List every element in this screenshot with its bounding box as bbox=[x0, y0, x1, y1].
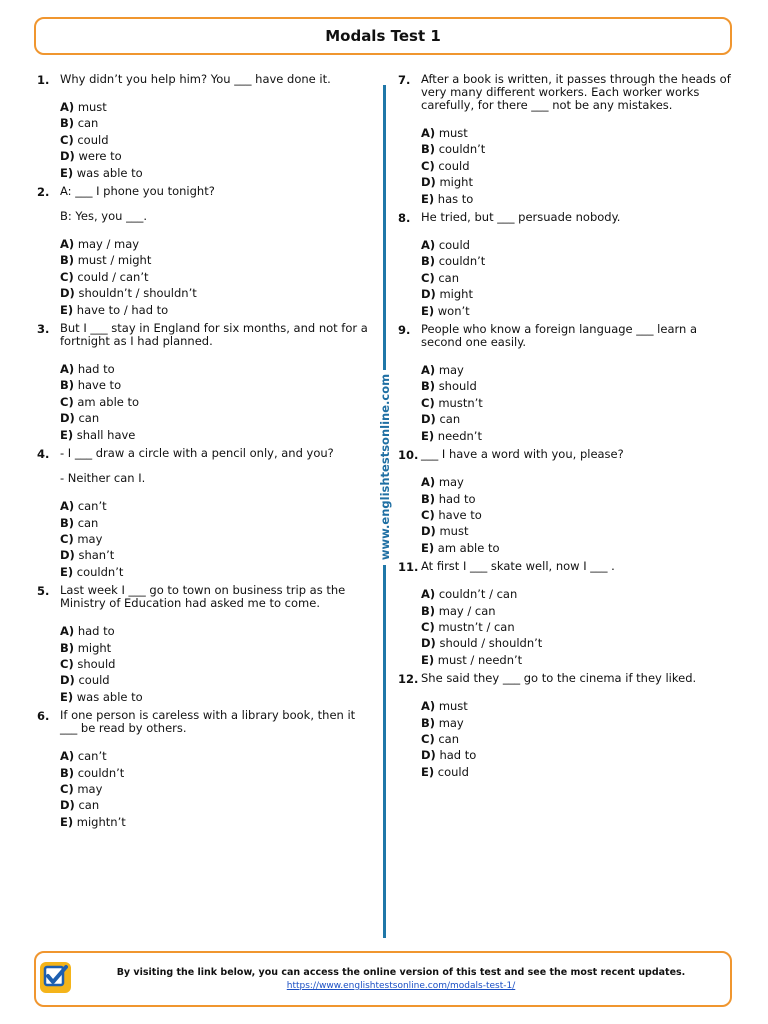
option-letter: C) bbox=[60, 656, 74, 671]
answer-option bbox=[60, 748, 373, 764]
answer-option bbox=[60, 361, 373, 377]
question bbox=[398, 672, 740, 780]
option-letter: A) bbox=[60, 624, 75, 639]
question-text: After a book is written, it passes through the heads of very many different workers. Each worker works carefully, for there ___ not be any mistakes. bbox=[421, 72, 731, 112]
page-title: Modals Test 1 bbox=[325, 27, 441, 45]
answer-option bbox=[60, 99, 373, 115]
option-letter: C) bbox=[60, 132, 74, 147]
option-letter: C) bbox=[421, 619, 435, 634]
option-text: may bbox=[438, 363, 464, 378]
option-text: couldn’t bbox=[77, 765, 125, 780]
question bbox=[37, 584, 373, 705]
question bbox=[398, 323, 740, 444]
option-letter: A) bbox=[421, 475, 436, 490]
question-number: 8. bbox=[398, 211, 411, 226]
option-letter: A) bbox=[60, 749, 75, 764]
option-letter: D) bbox=[421, 175, 436, 190]
question-text: Why didn’t you help him? You ___ have done it. bbox=[60, 72, 331, 86]
option-letter: E) bbox=[421, 303, 435, 318]
option-text: have to / had to bbox=[76, 302, 169, 317]
question-number: 12. bbox=[398, 672, 419, 687]
option-letter: B) bbox=[60, 640, 75, 655]
option-letter: C) bbox=[421, 158, 435, 173]
answer-option bbox=[421, 237, 740, 253]
answer-option bbox=[421, 652, 740, 668]
option-letter: A) bbox=[60, 499, 75, 514]
option-text: must / needn’t bbox=[437, 652, 523, 667]
option-letter: D) bbox=[421, 636, 436, 651]
option-letter: E) bbox=[421, 540, 435, 555]
question-text: But I ___ stay in England for six months, and not for a fortnight as I had planned. bbox=[60, 321, 368, 349]
answer-option bbox=[421, 586, 740, 602]
answer-option bbox=[60, 427, 373, 443]
question-text: ___ I have a word with you, please? bbox=[421, 447, 624, 462]
answer-option bbox=[421, 474, 740, 490]
answer-option bbox=[421, 395, 740, 411]
option-text: must bbox=[438, 699, 468, 714]
answer-option bbox=[421, 141, 740, 157]
option-text: must bbox=[439, 524, 469, 539]
answer-option bbox=[60, 132, 373, 148]
question-text: At first I ___ skate well, now I ___ . bbox=[421, 559, 615, 574]
question-text-line-2: B: Yes, you ___. bbox=[60, 209, 147, 224]
answer-option bbox=[421, 619, 740, 635]
option-text: can’t bbox=[77, 499, 107, 514]
option-letter: E) bbox=[60, 302, 74, 317]
answer-option bbox=[60, 564, 373, 580]
question-number: 7. bbox=[398, 73, 411, 87]
option-letter: A) bbox=[421, 699, 436, 714]
option-letter: A) bbox=[421, 363, 436, 378]
answer-option bbox=[60, 252, 373, 268]
option-text: might bbox=[439, 175, 473, 190]
answer-option bbox=[60, 302, 373, 318]
question-number: 4. bbox=[37, 447, 50, 462]
question-text: He tried, but ___ persuade nobody. bbox=[421, 210, 621, 225]
option-letter: C) bbox=[60, 781, 74, 796]
option-letter: B) bbox=[421, 715, 436, 730]
answer-options bbox=[60, 748, 373, 830]
option-letter: E) bbox=[60, 165, 74, 180]
question bbox=[37, 709, 373, 830]
answer-option bbox=[421, 411, 740, 427]
option-text: may / may bbox=[77, 237, 140, 252]
option-letter: B) bbox=[60, 765, 75, 780]
option-text: won’t bbox=[437, 303, 470, 318]
option-letter: A) bbox=[421, 126, 436, 140]
option-text: can’t bbox=[77, 749, 107, 764]
option-text: couldn’t bbox=[438, 254, 486, 269]
answer-option bbox=[421, 191, 740, 207]
option-text: may bbox=[438, 715, 464, 730]
option-text: may bbox=[77, 781, 103, 796]
option-letter: E) bbox=[421, 428, 435, 443]
option-text: was able to bbox=[76, 689, 143, 704]
answer-options bbox=[421, 237, 740, 319]
left-question-column bbox=[37, 73, 373, 834]
option-letter: C) bbox=[421, 270, 435, 285]
option-letter: B) bbox=[60, 253, 75, 268]
option-text: might bbox=[77, 640, 112, 655]
question-text-line-2: - Neither can I. bbox=[60, 471, 146, 486]
option-text: may bbox=[438, 475, 464, 490]
option-text: must bbox=[77, 100, 107, 114]
question-number: 5. bbox=[37, 584, 50, 599]
option-text: can bbox=[439, 412, 461, 427]
option-letter: C) bbox=[60, 394, 74, 409]
answer-options bbox=[421, 698, 740, 780]
option-text: shall have bbox=[76, 427, 136, 442]
option-letter: C) bbox=[421, 731, 435, 746]
answer-option bbox=[60, 672, 373, 688]
answer-options bbox=[60, 361, 373, 443]
option-text: am able to bbox=[437, 540, 500, 555]
option-letter: E) bbox=[421, 191, 435, 206]
answer-option bbox=[60, 623, 373, 639]
question-number: 2. bbox=[37, 185, 50, 200]
option-text: could / can’t bbox=[77, 269, 149, 284]
answer-option bbox=[421, 523, 740, 539]
question-text: She said they ___ go to the cinema if they liked. bbox=[421, 671, 697, 686]
question bbox=[37, 322, 373, 443]
option-text: mightn’t bbox=[76, 814, 126, 829]
option-text: could bbox=[438, 238, 470, 253]
answer-option bbox=[421, 731, 740, 747]
option-text: am able to bbox=[77, 394, 140, 409]
option-text: have to bbox=[438, 507, 482, 522]
option-letter: D) bbox=[421, 412, 436, 427]
question bbox=[37, 185, 373, 318]
question bbox=[398, 448, 740, 556]
answer-option bbox=[421, 270, 740, 286]
column-divider-bottom bbox=[383, 565, 386, 938]
answer-option bbox=[60, 115, 373, 131]
option-text: had to bbox=[77, 624, 115, 639]
answer-option bbox=[60, 410, 373, 426]
footer-link[interactable]: https://www.englishtestsonline.com/modals-test-1/ bbox=[286, 981, 516, 991]
answer-option bbox=[60, 498, 373, 514]
footer bbox=[34, 951, 732, 1007]
answer-option bbox=[60, 640, 373, 656]
answer-options bbox=[60, 623, 373, 705]
answer-option bbox=[421, 286, 740, 302]
option-letter: B) bbox=[60, 515, 75, 530]
title-box bbox=[34, 17, 732, 55]
option-letter: A) bbox=[60, 362, 75, 377]
option-letter: D) bbox=[421, 748, 436, 763]
option-letter: B) bbox=[421, 142, 436, 157]
answer-option bbox=[60, 377, 373, 393]
option-text: may bbox=[77, 531, 103, 546]
option-text: can bbox=[78, 411, 100, 426]
option-letter: E) bbox=[60, 564, 74, 579]
option-text: had to bbox=[77, 362, 115, 377]
option-text: had to bbox=[438, 491, 476, 506]
column-divider-top bbox=[383, 85, 386, 370]
option-letter: B) bbox=[421, 603, 436, 618]
option-letter: B) bbox=[421, 491, 436, 506]
answer-option bbox=[421, 540, 740, 556]
option-text: can bbox=[78, 798, 100, 813]
option-text: could bbox=[77, 132, 109, 147]
option-letter: C) bbox=[421, 395, 435, 410]
footer-text: By visiting the link below, you can access the online version of this test and see the most recent updates. bbox=[116, 967, 686, 978]
right-question-column bbox=[398, 73, 740, 784]
answer-option bbox=[421, 764, 740, 780]
option-letter: E) bbox=[60, 427, 74, 442]
option-text: could bbox=[438, 158, 470, 173]
option-letter: D) bbox=[60, 673, 75, 688]
question-text: Last week I ___ go to town on business trip as the Ministry of Education had asked me to come. bbox=[60, 583, 346, 611]
option-letter: D) bbox=[60, 798, 75, 813]
answer-option bbox=[421, 603, 740, 619]
option-text: shouldn’t / shouldn’t bbox=[78, 286, 197, 301]
checkbox-icon bbox=[40, 962, 71, 993]
answer-options bbox=[421, 125, 740, 207]
option-letter: D) bbox=[60, 411, 75, 426]
option-letter: A) bbox=[421, 238, 436, 253]
answer-option bbox=[421, 378, 740, 394]
option-letter: E) bbox=[421, 652, 435, 667]
option-text: must / might bbox=[77, 253, 152, 268]
question bbox=[37, 447, 373, 580]
option-text: can bbox=[77, 116, 99, 131]
answer-option bbox=[421, 174, 740, 190]
answer-option bbox=[60, 269, 373, 285]
option-text: should bbox=[438, 379, 477, 394]
option-letter: A) bbox=[421, 587, 436, 602]
answer-option bbox=[60, 394, 373, 410]
option-letter: A) bbox=[60, 100, 75, 114]
answer-option bbox=[60, 531, 373, 547]
answer-option bbox=[421, 747, 740, 763]
option-text: can bbox=[438, 270, 460, 285]
answer-options bbox=[421, 362, 740, 444]
option-text: had to bbox=[439, 748, 477, 763]
question-text: A: ___ I phone you tonight? bbox=[60, 184, 215, 199]
answer-option bbox=[421, 715, 740, 731]
option-letter: B) bbox=[60, 378, 75, 393]
answer-option bbox=[60, 148, 373, 164]
option-text: could bbox=[78, 673, 110, 688]
answer-option bbox=[60, 781, 373, 797]
question bbox=[37, 73, 373, 181]
option-text: should / shouldn’t bbox=[439, 636, 543, 651]
option-letter: D) bbox=[421, 524, 436, 539]
answer-option bbox=[60, 814, 373, 830]
option-text: shan’t bbox=[78, 548, 115, 563]
option-text: couldn’t bbox=[438, 142, 486, 157]
answer-option bbox=[60, 236, 373, 252]
option-letter: C) bbox=[421, 507, 435, 522]
option-letter: C) bbox=[60, 269, 74, 284]
answer-options bbox=[421, 586, 740, 668]
question-text: - I ___ draw a circle with a pencil only, and you? bbox=[60, 446, 334, 461]
option-letter: D) bbox=[60, 286, 75, 301]
answer-options bbox=[60, 498, 373, 580]
question-number: 3. bbox=[37, 322, 50, 337]
option-letter: B) bbox=[60, 116, 75, 131]
question-text: If one person is careless with a library book, then it ___ be read by others. bbox=[60, 708, 356, 736]
option-text: were to bbox=[78, 149, 122, 164]
question bbox=[398, 211, 740, 319]
answer-option bbox=[421, 125, 740, 141]
question-number: 11. bbox=[398, 560, 419, 575]
option-text: have to bbox=[77, 378, 122, 393]
question bbox=[398, 560, 740, 668]
question-number: 6. bbox=[37, 709, 50, 724]
watermark: www.englishtestsonline.com bbox=[377, 373, 392, 561]
answer-option bbox=[60, 547, 373, 563]
answer-option bbox=[421, 491, 740, 507]
option-letter: E) bbox=[60, 814, 74, 829]
answer-options bbox=[60, 99, 373, 181]
option-text: mustn’t bbox=[438, 395, 483, 410]
option-text: can bbox=[438, 731, 460, 746]
answer-option bbox=[60, 689, 373, 705]
answer-options bbox=[60, 236, 373, 318]
question-text: People who know a foreign language ___ learn a second one easily. bbox=[421, 322, 698, 350]
option-letter: D) bbox=[421, 287, 436, 302]
option-text: couldn’t bbox=[76, 564, 124, 579]
answer-option bbox=[60, 656, 373, 672]
option-letter: E) bbox=[421, 764, 435, 779]
option-letter: C) bbox=[60, 531, 74, 546]
answer-option bbox=[60, 285, 373, 301]
question bbox=[398, 73, 740, 207]
option-letter: B) bbox=[421, 379, 436, 394]
answer-option bbox=[421, 507, 740, 523]
question-number: 9. bbox=[398, 323, 411, 338]
option-text: was able to bbox=[76, 165, 143, 180]
answer-option bbox=[421, 253, 740, 269]
option-text: must bbox=[438, 126, 468, 140]
answer-option bbox=[421, 698, 740, 714]
option-text: mustn’t / can bbox=[438, 619, 515, 634]
option-text: may / can bbox=[438, 603, 496, 618]
option-text: could bbox=[437, 764, 469, 779]
answer-option bbox=[60, 165, 373, 181]
option-text: has to bbox=[437, 191, 474, 206]
answer-option bbox=[421, 362, 740, 378]
option-text: can bbox=[77, 515, 99, 530]
option-text: might bbox=[439, 287, 473, 302]
option-letter: E) bbox=[60, 689, 74, 704]
answer-option bbox=[60, 765, 373, 781]
option-letter: D) bbox=[60, 149, 75, 164]
answer-options bbox=[421, 474, 740, 556]
answer-option bbox=[421, 428, 740, 444]
question-number: 1. bbox=[37, 73, 50, 87]
answer-option bbox=[60, 797, 373, 813]
answer-option bbox=[421, 635, 740, 651]
answer-option bbox=[421, 158, 740, 174]
option-text: couldn’t / can bbox=[438, 587, 518, 602]
option-letter: B) bbox=[421, 254, 436, 269]
option-letter: D) bbox=[60, 548, 75, 563]
option-letter: A) bbox=[60, 237, 75, 252]
answer-option bbox=[421, 303, 740, 319]
option-text: should bbox=[77, 656, 116, 671]
answer-option bbox=[60, 515, 373, 531]
question-number: 10. bbox=[398, 448, 419, 463]
option-text: needn’t bbox=[437, 428, 482, 443]
